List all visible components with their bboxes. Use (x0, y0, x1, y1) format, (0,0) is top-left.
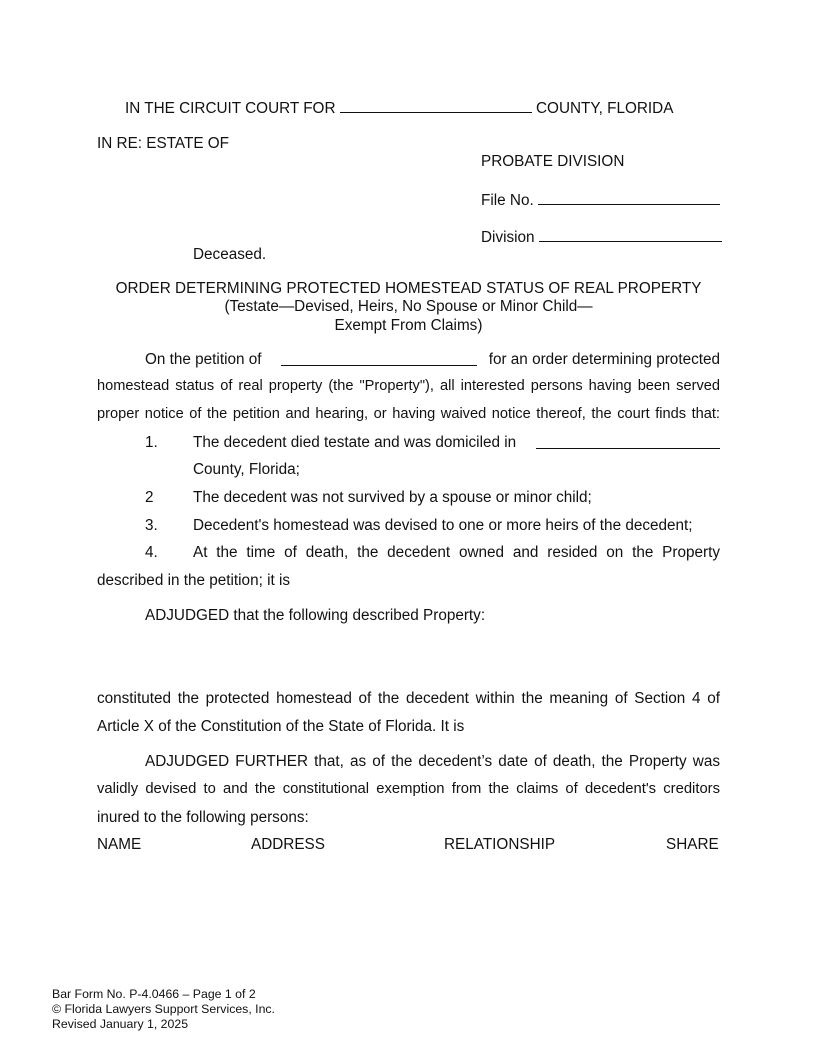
item-1-text: The decedent died testate and was domiciled in (193, 434, 517, 451)
column-share: SHARE (666, 836, 719, 853)
item-1 (193, 434, 720, 452)
item-1-number: 1. (145, 434, 158, 451)
probate-division: PROBATE DIVISION (481, 153, 625, 170)
deceased-label: Deceased. (193, 246, 267, 263)
footer-copyright: © Florida Lawyers Support Services, Inc. (52, 1002, 275, 1016)
item-2-text: The decedent was not survived by a spouse or minor child; (193, 489, 592, 506)
division-label: Division (481, 229, 535, 246)
in-re-label: IN RE: ESTATE OF (97, 135, 230, 152)
division-row (481, 227, 722, 247)
footer-revised: Revised January 1, 2025 (52, 1017, 189, 1031)
order-subtitle-1: (Testate—Devised, Heirs, No Spouse or Minor Child— (224, 298, 593, 315)
constituted-line-1: constituted the protected homestead of the decedent within the meaning of Section 4 of (97, 690, 720, 707)
petition-line (145, 351, 720, 369)
division-blank[interactable] (539, 227, 722, 242)
column-address: ADDRESS (251, 836, 325, 853)
item-4-text: At the time of death, the decedent owned and resided on the Property (193, 544, 720, 561)
column-relationship: RELATIONSHIP (444, 836, 556, 853)
further-line-2: validly devised to and the constitutional exemption from the claims of decedent's creditors (97, 781, 720, 797)
order-subtitle-2: Exempt From Claims) (334, 317, 483, 334)
column-name: NAME (97, 836, 142, 853)
court-suffix: COUNTY, FLORIDA (536, 100, 674, 117)
petition-end: for an order determining protected (488, 351, 720, 368)
constituted-line-2: Article X of the Constitution of the State of Florida. It is (97, 718, 465, 735)
court-prefix: IN THE CIRCUIT COURT FOR (125, 100, 336, 117)
further-line-3: inured to the following persons: (97, 809, 309, 826)
petition-line-2: homestead status of real property (the "Property"), all interested persons having been served (97, 378, 720, 394)
petition-start: On the petition of (145, 351, 262, 368)
item-2-number: 2 (145, 489, 154, 506)
county-blank[interactable] (340, 98, 532, 113)
further-line-1: ADJUDGED FURTHER that, as of the decedent’s date of death, the Property was (145, 753, 720, 770)
footer (52, 987, 275, 1032)
adjudged-line: ADJUDGED that the following described Property: (145, 607, 486, 624)
item-1-continuation: County, Florida; (193, 461, 300, 478)
item-4-continuation: described in the petition; it is (97, 572, 291, 589)
item-3-number: 3. (145, 517, 158, 534)
order-title: ORDER DETERMINING PROTECTED HOMESTEAD STATUS OF REAL PROPERTY (115, 280, 702, 297)
file-no-row (481, 190, 720, 210)
file-no-label: File No. (481, 192, 534, 209)
court-heading (125, 98, 673, 118)
file-no-blank[interactable] (538, 190, 720, 205)
petition-line-3: proper notice of the petition and hearing, or having waived notice thereof, the court finds that: (97, 406, 720, 422)
item-3-text: Decedent's homestead was devised to one or more heirs of the decedent; (193, 517, 693, 534)
domicile-county-blank[interactable] (536, 434, 720, 449)
footer-form-number: Bar Form No. P-4.0466 – Page 1 of 2 (52, 987, 256, 1001)
item-4-number: 4. (145, 544, 158, 561)
petitioner-blank[interactable] (281, 351, 477, 366)
